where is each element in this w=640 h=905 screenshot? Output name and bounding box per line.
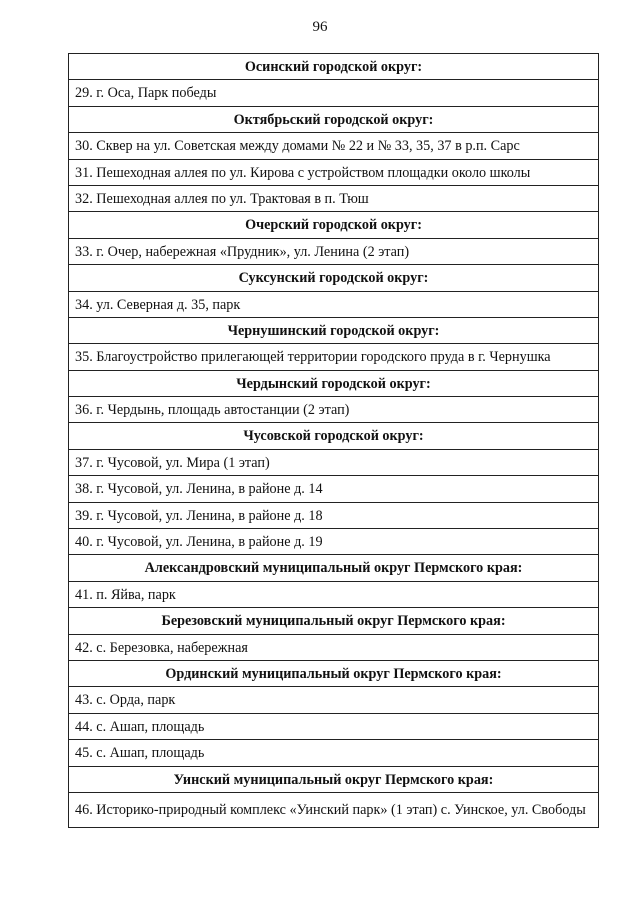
list-item: 43. с. Орда, парк	[69, 687, 598, 713]
list-item: 33. г. Очер, набережная «Прудник», ул. Ленина (2 этап)	[69, 239, 598, 265]
list-item: 34. ул. Северная д. 35, парк	[69, 292, 598, 318]
list-item: 40. г. Чусовой, ул. Ленина, в районе д. 19	[69, 529, 598, 555]
district-header: Березовский муниципальный округ Пермского края:	[69, 608, 598, 634]
district-header: Очерский городской округ:	[69, 212, 598, 238]
district-header: Осинский городской округ:	[69, 54, 598, 80]
district-header: Ординский муниципальный округ Пермского края:	[69, 661, 598, 687]
list-item: 37. г. Чусовой, ул. Мира (1 этап)	[69, 450, 598, 476]
list-item: 42. с. Березовка, набережная	[69, 635, 598, 661]
district-header: Чердынский городской округ:	[69, 371, 598, 397]
list-item: 32. Пешеходная аллея по ул. Трактовая в п. Тюш	[69, 186, 598, 212]
district-header: Октябрьский городской округ:	[69, 107, 598, 133]
list-item: 44. с. Ашап, площадь	[69, 714, 598, 740]
document-table	[68, 53, 599, 828]
list-item: 38. г. Чусовой, ул. Ленина, в районе д. 14	[69, 476, 598, 502]
district-header: Уинский муниципальный округ Пермского края:	[69, 767, 598, 793]
page-number: 96	[312, 19, 328, 35]
list-item: 36. г. Чердынь, площадь автостанции (2 этап)	[69, 397, 598, 423]
list-item: 41. п. Яйва, парк	[69, 582, 598, 608]
district-header: Суксунский городской округ:	[69, 265, 598, 291]
district-header: Александровский муниципальный округ Пермского края:	[69, 555, 598, 581]
district-header: Чернушинский городской округ:	[69, 318, 598, 344]
list-item: 29. г. Оса, Парк победы	[69, 80, 598, 106]
list-item: 39. г. Чусовой, ул. Ленина, в районе д. 18	[69, 503, 598, 529]
district-header: Чусовской городской округ:	[69, 423, 598, 449]
list-item: 45. с. Ашап, площадь	[69, 740, 598, 766]
list-item: 46. Историко-природный комплекс «Уинский парк» (1 этап) с. Уинское, ул. Свободы	[75, 801, 586, 818]
list-item: 31. Пешеходная аллея по ул. Кирова с устройством площадки около школы	[69, 160, 598, 186]
list-item: 35. Благоустройство прилегающей территории городского пруда в г. Чернушка	[69, 344, 598, 370]
list-item: 30. Сквер на ул. Советская между домами № 22 и № 33, 35, 37 в р.п. Сарс	[69, 133, 598, 159]
